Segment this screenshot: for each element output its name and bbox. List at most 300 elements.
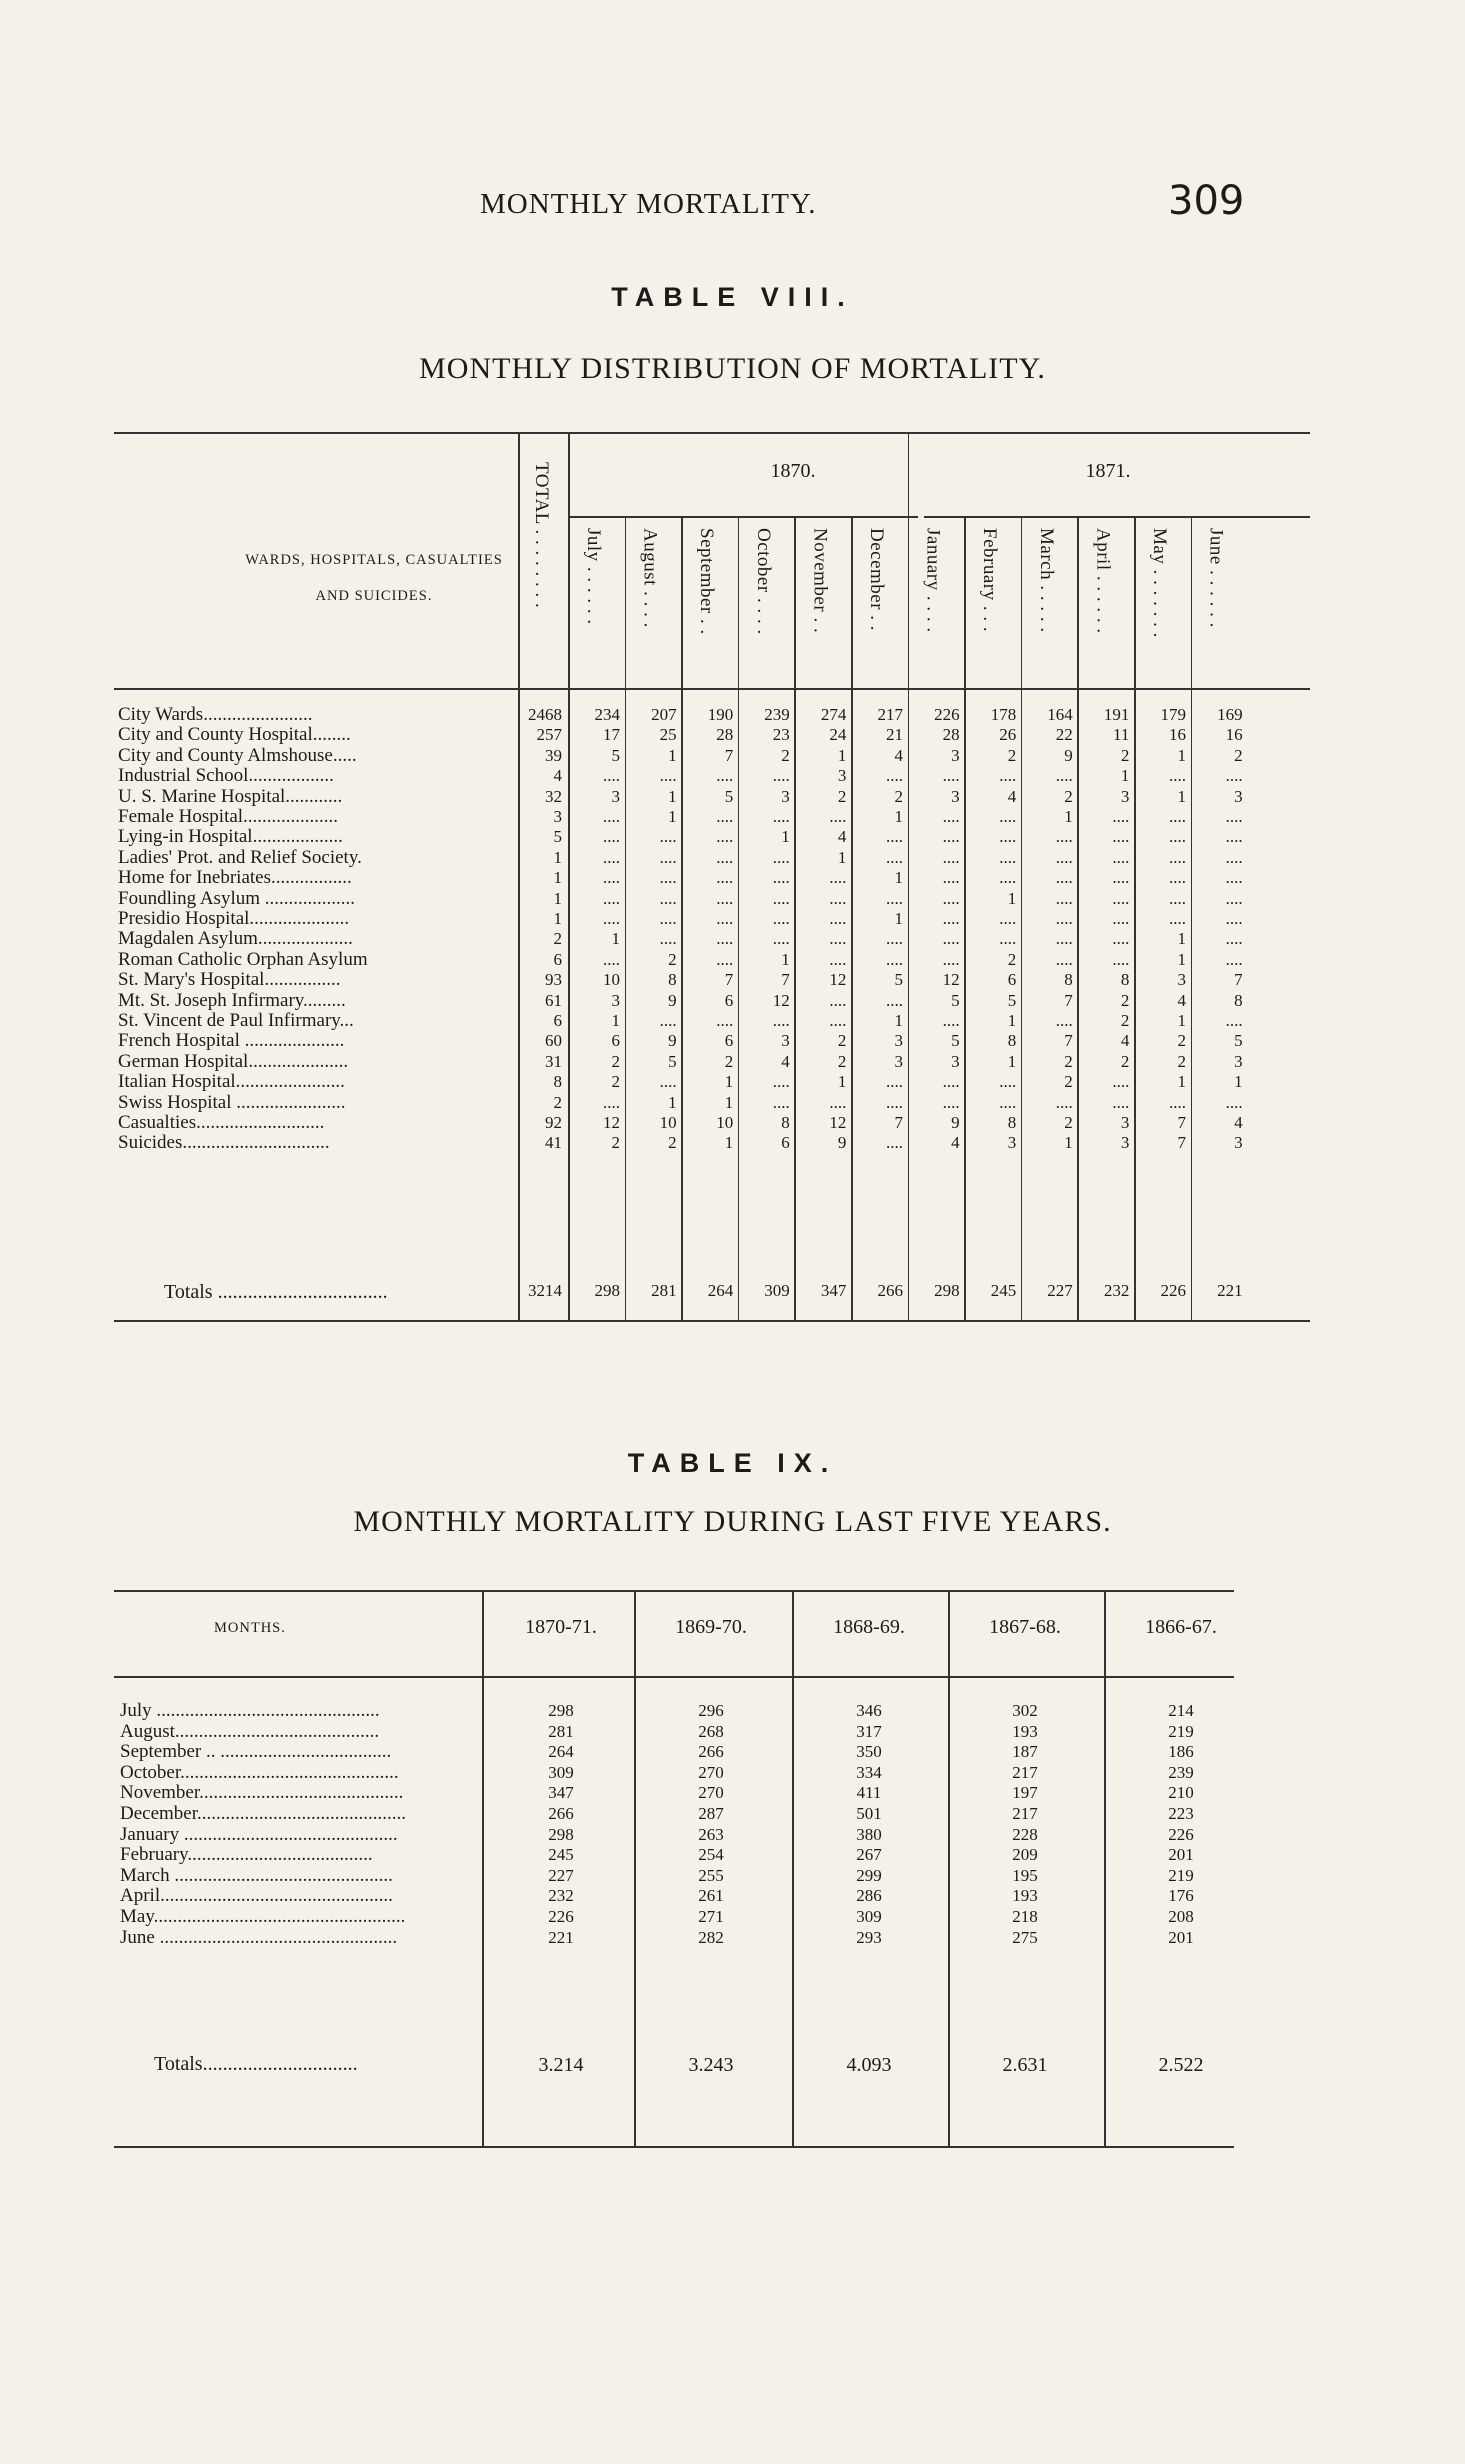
month-value: 1 <box>894 909 903 928</box>
month-value: 2 <box>1064 1051 1073 1071</box>
month-head: April . . . . . . <box>1092 528 1114 634</box>
month-value: .... <box>886 949 903 969</box>
month-value: 2 <box>1007 949 1017 969</box>
month-value: 1 <box>894 1011 903 1030</box>
month-value: 3 <box>1120 1113 1130 1132</box>
month-value: .... <box>716 868 734 888</box>
month-value: 9 <box>951 1113 960 1132</box>
month-label: June .................................................. <box>120 1926 398 1948</box>
month-value: .... <box>659 888 677 908</box>
row-total: 1 <box>553 909 562 928</box>
month-value: 1 <box>1064 1133 1073 1153</box>
month-total: 309 <box>764 1281 790 1300</box>
year-value: 270 <box>698 1783 724 1803</box>
row-label: Foundling Asylum ................... <box>118 887 355 909</box>
month-value: .... <box>942 766 960 786</box>
row-label: French Hospital ..................... <box>118 1030 345 1052</box>
month-value: .... <box>1055 766 1073 786</box>
row-label: Italian Hospital....................... <box>118 1071 345 1093</box>
month-value: 2 <box>1064 1113 1073 1132</box>
row-total: 4 <box>553 766 562 786</box>
year-value: 346 <box>856 1701 882 1720</box>
month-total: 298 <box>934 1281 960 1300</box>
month-value: 25 <box>659 725 677 745</box>
month-value: 16 <box>1225 725 1243 745</box>
year-value: 270 <box>698 1762 724 1782</box>
row-label: St. Vincent de Paul Infirmary... <box>118 1010 354 1031</box>
year-value: 309 <box>856 1907 882 1926</box>
month-value: 4 <box>1007 786 1017 806</box>
month-value: 12 <box>772 990 790 1010</box>
row-label: Industrial School.................. <box>118 765 334 787</box>
month-value: .... <box>772 807 790 826</box>
month-value: 12 <box>829 1113 847 1132</box>
month-value: 2 <box>1234 745 1243 765</box>
year-total: 2.631 <box>1002 2054 1048 2076</box>
month-value: .... <box>1112 888 1130 908</box>
month-value: 217 <box>877 705 903 724</box>
column-rule <box>792 1590 794 2148</box>
row-label: City and County Hospital........ <box>118 724 351 746</box>
month-value: .... <box>772 1092 790 1112</box>
stub-head-line-1: WARDS, HOSPITALS, CASUALTIES <box>245 552 503 568</box>
year-value: 226 <box>548 1907 574 1926</box>
month-value: .... <box>772 888 790 908</box>
month-value: 8 <box>1007 1113 1017 1132</box>
year-value: 317 <box>856 1721 882 1741</box>
month-value: 6 <box>1007 970 1017 990</box>
row-label: Roman Catholic Orphan Asylum <box>118 948 368 970</box>
month-value: .... <box>659 1011 677 1030</box>
month-total: 232 <box>1103 1281 1130 1300</box>
month-value: 2 <box>837 1051 847 1071</box>
year-value: 221 <box>548 1927 574 1947</box>
year-column-head: 1866-67. <box>1145 1616 1217 1638</box>
month-value: 8 <box>668 970 677 990</box>
table-8 <box>114 432 1310 1322</box>
month-value: .... <box>1225 766 1243 786</box>
year-total: 3.214 <box>538 2054 584 2076</box>
month-value: 5 <box>951 990 960 1010</box>
year-value: 334 <box>856 1762 882 1782</box>
row-label: German Hospital..................... <box>118 1050 349 1072</box>
month-label: March .............................................. <box>120 1864 393 1886</box>
year-value: 281 <box>548 1721 574 1741</box>
year-1870-head: 1870. <box>770 460 816 482</box>
year-value: 210 <box>1168 1783 1194 1803</box>
year-value: 239 <box>1168 1762 1194 1782</box>
year-value: 261 <box>698 1886 724 1906</box>
month-value: 4 <box>1234 1113 1243 1132</box>
page-number: 309 <box>1168 178 1245 224</box>
month-value: .... <box>772 868 790 888</box>
year-value: 302 <box>1012 1701 1038 1720</box>
month-value: 3 <box>1234 1051 1243 1071</box>
row-label: St. Mary's Hospital................ <box>118 969 341 991</box>
month-value: 12 <box>942 970 960 990</box>
month-value: .... <box>603 909 620 928</box>
year-total: 2.522 <box>1158 2054 1204 2076</box>
month-value: 22 <box>1055 725 1073 745</box>
year-value: 350 <box>856 1742 882 1762</box>
year-value: 195 <box>1012 1865 1038 1885</box>
month-value: .... <box>1169 909 1186 928</box>
month-value: 1 <box>1177 1072 1186 1092</box>
month-value: 7 <box>781 970 790 990</box>
month-value: .... <box>603 807 620 826</box>
month-value: .... <box>999 827 1017 847</box>
month-value: 2 <box>837 786 847 806</box>
month-value: 4 <box>1177 990 1186 1010</box>
month-value: 1 <box>724 1072 734 1092</box>
month-value: .... <box>1055 888 1073 908</box>
month-value: 4 <box>781 1051 790 1071</box>
month-value: .... <box>886 766 903 786</box>
month-value: 7 <box>1064 1031 1073 1051</box>
month-value: 1 <box>724 1092 734 1112</box>
month-value: 7 <box>1177 1133 1186 1153</box>
month-value: 4 <box>894 745 903 765</box>
month-value: 21 <box>886 725 903 745</box>
month-value: 2 <box>1120 1051 1130 1071</box>
month-value: .... <box>1112 827 1130 847</box>
year-column-head: 1868-69. <box>833 1616 905 1638</box>
month-value: .... <box>999 909 1017 928</box>
row-total: 32 <box>545 786 562 806</box>
year-value: 299 <box>856 1865 882 1885</box>
month-value: .... <box>999 847 1017 867</box>
month-value: .... <box>716 949 734 969</box>
row-total: 6 <box>553 1011 562 1030</box>
row-total: 2 <box>553 929 562 949</box>
month-value: .... <box>942 1072 960 1092</box>
year-value: 193 <box>1012 1721 1038 1741</box>
column-rule <box>1104 1590 1106 2148</box>
month-value: .... <box>1169 868 1186 888</box>
month-value: .... <box>886 929 903 949</box>
row-total: 41 <box>545 1133 562 1153</box>
year-value: 275 <box>1012 1927 1038 1947</box>
row-label: Magdalen Asylum.................... <box>118 928 353 950</box>
year-value: 228 <box>1012 1824 1038 1844</box>
year-column-head: 1869-70. <box>675 1616 747 1638</box>
month-label: April................................................. <box>120 1885 393 1907</box>
month-head: September . . <box>696 528 718 635</box>
month-value: 5 <box>1007 990 1017 1010</box>
month-value: .... <box>716 827 734 847</box>
month-value: .... <box>942 1011 960 1030</box>
year-value: 187 <box>1012 1742 1038 1762</box>
year-value: 227 <box>548 1865 574 1885</box>
table-9-header-rule <box>114 1676 1234 1678</box>
month-value: .... <box>659 766 677 786</box>
month-value: 3 <box>894 1051 903 1071</box>
year-value: 293 <box>856 1927 882 1947</box>
month-value: 7 <box>1064 990 1073 1010</box>
month-value: 5 <box>668 1051 677 1071</box>
row-total: 3 <box>553 807 562 826</box>
month-value: 1 <box>1120 766 1130 786</box>
month-value: 9 <box>668 1031 677 1051</box>
year-value: 296 <box>698 1701 724 1720</box>
month-value: .... <box>603 1092 620 1112</box>
month-value: 2 <box>611 1072 620 1092</box>
month-head: July . . . . . . <box>583 528 604 625</box>
month-value: .... <box>942 949 960 969</box>
month-value: 3 <box>781 786 790 806</box>
month-value: 3 <box>951 745 960 765</box>
year-value: 287 <box>698 1804 724 1823</box>
month-value: .... <box>1055 827 1073 847</box>
month-value: 23 <box>772 725 790 745</box>
year-value: 193 <box>1012 1886 1038 1906</box>
month-value: 11 <box>1113 725 1130 745</box>
month-value: .... <box>999 807 1017 826</box>
row-total: 5 <box>553 827 562 847</box>
month-value: .... <box>999 868 1017 888</box>
month-total: 245 <box>990 1281 1017 1300</box>
year-value: 501 <box>856 1804 882 1823</box>
month-value: 4 <box>837 827 847 847</box>
month-value: 12 <box>603 1113 620 1132</box>
month-value: 164 <box>1047 705 1073 724</box>
row-total: 1 <box>553 888 562 908</box>
month-value: 1 <box>611 1011 620 1030</box>
month-value: 1 <box>894 807 903 826</box>
month-value: .... <box>886 847 903 867</box>
month-value: .... <box>1112 868 1130 888</box>
month-value: .... <box>886 1133 903 1153</box>
month-label: February....................................... <box>120 1844 373 1866</box>
month-value: 1 <box>1177 929 1186 949</box>
month-value: .... <box>829 1092 847 1112</box>
month-value: 9 <box>837 1133 847 1153</box>
month-value: .... <box>1055 1092 1073 1112</box>
month-value: 5 <box>951 1031 960 1051</box>
month-value: 7 <box>894 1113 903 1132</box>
month-value: .... <box>1055 1011 1073 1030</box>
month-value: .... <box>772 909 790 928</box>
month-value: .... <box>1055 949 1073 969</box>
row-total: 1 <box>553 847 562 867</box>
month-value: 10 <box>603 970 620 990</box>
table-8-bottom-rule <box>114 1320 1310 1322</box>
month-value: .... <box>1112 847 1130 867</box>
month-head: February . . . <box>979 528 1001 633</box>
table-8-title: MONTHLY DISTRIBUTION OF MORTALITY. <box>419 352 1046 385</box>
month-value: 1 <box>1177 745 1186 765</box>
month-value: .... <box>1225 909 1243 928</box>
month-value: 3 <box>837 766 847 786</box>
month-value: 3 <box>1007 1133 1017 1153</box>
month-value: 6 <box>724 1031 734 1051</box>
month-value: .... <box>1225 949 1243 969</box>
month-value: 3 <box>894 1031 903 1051</box>
month-value: 234 <box>594 705 620 724</box>
year-value: 223 <box>1168 1804 1194 1823</box>
table-9-title: MONTHLY MORTALITY DURING LAST FIVE YEARS. <box>353 1505 1112 1538</box>
month-value: .... <box>886 888 903 908</box>
column-rule <box>634 1590 636 2148</box>
row-total: 60 <box>545 1031 562 1051</box>
row-total: 257 <box>536 725 562 745</box>
year-value: 266 <box>698 1742 724 1762</box>
month-value: 2 <box>668 949 677 969</box>
month-value: 1 <box>1064 807 1073 826</box>
month-value: 16 <box>1169 725 1186 745</box>
month-value: 3 <box>781 1031 790 1051</box>
month-value: .... <box>886 827 903 847</box>
month-label: August........................................... <box>120 1720 380 1742</box>
month-value: .... <box>999 766 1017 786</box>
month-value: .... <box>1225 847 1243 867</box>
month-value: .... <box>659 847 677 867</box>
row-label: Lying-in Hospital................... <box>118 826 343 848</box>
month-value: 1 <box>611 929 620 949</box>
month-total: 221 <box>1217 1281 1243 1300</box>
month-value: 3 <box>951 1051 960 1071</box>
year-value: 264 <box>548 1742 574 1762</box>
month-value: 2 <box>1177 1051 1186 1071</box>
month-value: 3 <box>1120 786 1130 806</box>
table-9-bottom-rule <box>114 2146 1234 2148</box>
month-value: .... <box>1112 1072 1130 1092</box>
year-1870-rule <box>568 516 918 518</box>
month-value: 178 <box>990 705 1017 724</box>
month-value: 2 <box>837 1031 847 1051</box>
month-value: .... <box>772 847 790 867</box>
month-value: 2 <box>1007 745 1017 765</box>
year-value: 219 <box>1168 1721 1194 1741</box>
year-value: 347 <box>548 1783 574 1803</box>
month-value: 1 <box>1007 888 1017 908</box>
month-value: 8 <box>1120 970 1130 990</box>
month-value: .... <box>1112 909 1130 928</box>
year-value: 219 <box>1168 1865 1194 1885</box>
year-total: 3.243 <box>688 2054 734 2076</box>
month-value: 2 <box>724 1051 734 1071</box>
month-value: .... <box>829 888 847 908</box>
row-label: U. S. Marine Hospital............ <box>118 785 343 807</box>
row-label: Presidio Hospital..................... <box>118 908 350 929</box>
row-total: 92 <box>545 1113 562 1132</box>
month-value: .... <box>716 888 734 908</box>
month-value: .... <box>1169 766 1186 786</box>
year-value: 232 <box>548 1886 574 1906</box>
stub-head-line-2: AND SUICIDES. <box>315 588 433 604</box>
month-value: 2 <box>781 745 790 765</box>
month-value: .... <box>942 847 960 867</box>
month-value: 2 <box>894 786 903 806</box>
month-label: December............................................ <box>120 1803 407 1824</box>
row-label: Home for Inebriates................. <box>118 867 352 889</box>
month-value: .... <box>716 807 734 826</box>
month-head: November . . <box>809 528 831 634</box>
month-value: 5 <box>894 970 903 990</box>
month-head: May . . . . . . . <box>1149 528 1170 638</box>
year-value: 214 <box>1168 1701 1194 1720</box>
month-label: November........................................... <box>120 1782 404 1804</box>
month-value: .... <box>1225 1011 1243 1030</box>
month-value: .... <box>1169 827 1186 847</box>
month-value: .... <box>603 888 620 908</box>
year-1871-rule <box>924 516 1310 518</box>
year-value: 298 <box>548 1701 574 1720</box>
row-label: Suicides............................... <box>118 1132 330 1154</box>
month-value: .... <box>886 1092 903 1112</box>
month-total: 347 <box>820 1281 847 1300</box>
year-value: 245 <box>548 1845 574 1865</box>
month-value: .... <box>829 1011 847 1030</box>
month-value: .... <box>829 807 847 826</box>
year-value: 217 <box>1012 1804 1038 1823</box>
month-value: .... <box>772 1011 790 1030</box>
month-value: 6 <box>781 1133 790 1153</box>
table-9 <box>114 1590 1234 2150</box>
month-head: December . . <box>866 528 887 632</box>
month-label: May..................................................... <box>120 1906 406 1927</box>
month-value: 1 <box>724 1133 734 1153</box>
month-value: 1 <box>668 786 677 806</box>
month-value: .... <box>1112 949 1130 969</box>
month-value: 1 <box>894 868 903 888</box>
month-value: .... <box>716 909 734 928</box>
month-value: .... <box>829 909 847 928</box>
row-total: 2468 <box>528 705 562 724</box>
month-value: 4 <box>951 1133 960 1153</box>
month-label: January ............................................. <box>120 1823 398 1845</box>
month-value: .... <box>942 1092 960 1112</box>
row-total: 31 <box>545 1051 562 1071</box>
month-value: .... <box>1055 868 1073 888</box>
month-value: 9 <box>668 990 677 1010</box>
year-value: 201 <box>1168 1927 1194 1947</box>
month-value: 2 <box>611 1133 620 1153</box>
month-value: .... <box>1225 868 1243 888</box>
month-value: .... <box>999 1072 1017 1092</box>
table-9-label: TABLE IX. <box>627 1448 838 1478</box>
month-value: 26 <box>999 725 1017 745</box>
month-value: 5 <box>1234 1031 1243 1051</box>
month-value: .... <box>716 847 734 867</box>
month-value: 5 <box>611 745 620 765</box>
month-head: June . . . . . . <box>1205 528 1227 628</box>
month-value: 7 <box>724 745 734 765</box>
year-column-head: 1867-68. <box>989 1616 1061 1638</box>
year-value: 411 <box>856 1783 882 1803</box>
month-value: .... <box>999 929 1017 949</box>
month-value: .... <box>1169 888 1186 908</box>
year-value: 254 <box>698 1845 724 1865</box>
month-value: .... <box>1055 909 1073 928</box>
month-value: .... <box>1112 807 1130 826</box>
month-value: 2 <box>1064 1072 1073 1092</box>
month-value: 6 <box>611 1031 620 1051</box>
month-value: 7 <box>724 970 734 990</box>
month-value: .... <box>603 868 620 888</box>
running-title: MONTHLY MORTALITY. <box>480 188 817 220</box>
month-value: 8 <box>1234 990 1243 1010</box>
month-value: 8 <box>781 1113 790 1132</box>
month-value: 24 <box>829 725 847 745</box>
row-label: Mt. St. Joseph Infirmary......... <box>118 989 346 1011</box>
row-label: City and County Almshouse..... <box>118 744 357 766</box>
year-value: 266 <box>548 1804 574 1823</box>
month-value: 3 <box>611 786 620 806</box>
month-value: .... <box>1112 929 1130 949</box>
month-value: 1 <box>668 745 677 765</box>
month-value: 1 <box>781 827 790 847</box>
